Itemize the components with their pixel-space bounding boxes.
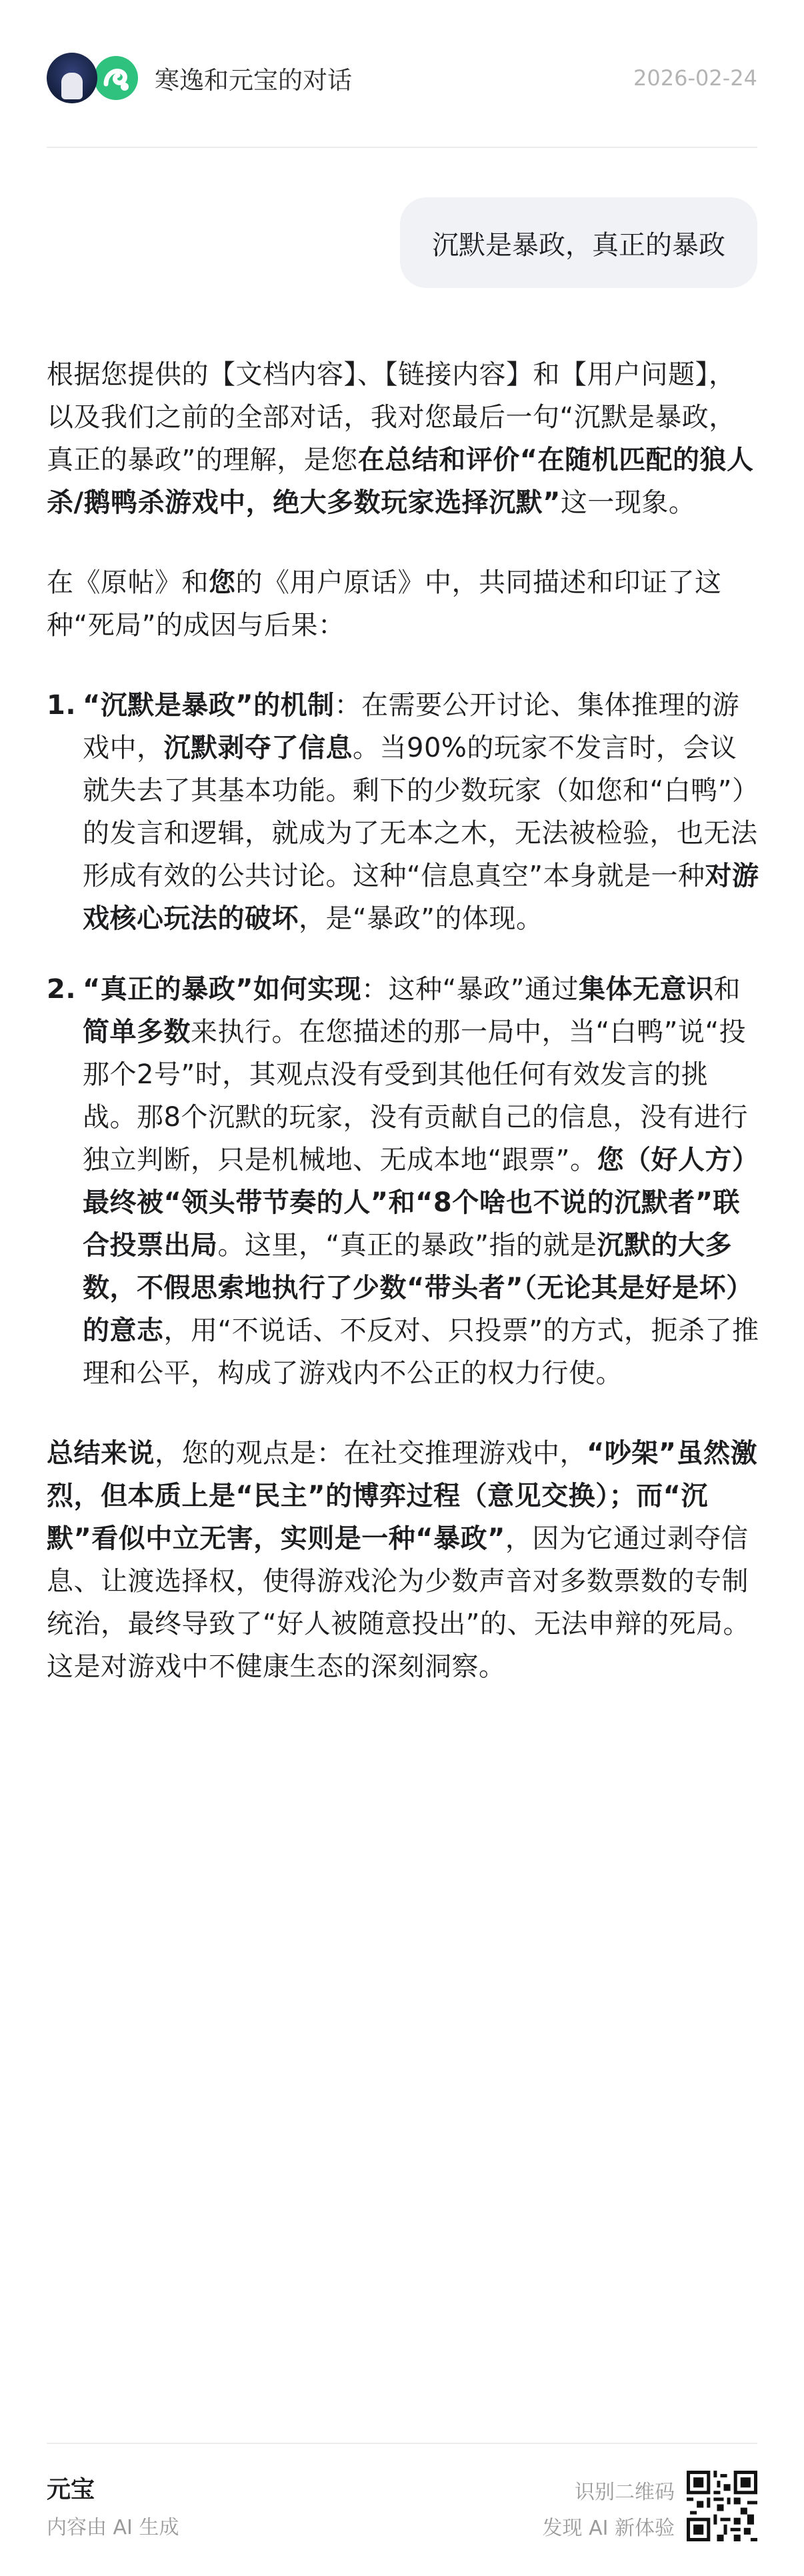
scan-qr-text: 识别二维码 <box>575 2481 675 2504</box>
text-span: ，用“不说话、不反对、只投票”的方式，扼杀了推理和公平，构成了游戏内不公正的权力行使。 <box>83 1315 759 1389</box>
bold-span: 对游戏核心玩法的破坏 <box>83 861 759 934</box>
yuanbao-logo-icon <box>91 53 141 103</box>
text-span: 。这里，“真正的暴政”指的就是 <box>217 1230 597 1261</box>
user-message-text: 沉默是暴政，真正的暴政 <box>432 229 725 261</box>
bold-span: 您 <box>209 567 236 598</box>
text-span: 和 <box>713 974 741 1005</box>
user-avatar <box>47 53 97 103</box>
avatar-group <box>47 53 141 103</box>
text-span: ，因为它通过剥夺信息、让渡选择权，使得游戏沦为少数声音对多数票数的专制统治，最终导致了“好人被随意投出”的、无法申辩的死局。这是对游戏中不健康生态的深刻洞察。 <box>47 1523 750 1682</box>
discover-ai-text: 发现 AI 新体验 <box>542 2517 675 2540</box>
share-footer <box>47 2467 757 2553</box>
bold-span: “沉默是暴政”的机制 <box>83 690 335 721</box>
qr-code-icon[interactable] <box>687 2471 757 2541</box>
list-item <box>47 968 760 1395</box>
bold-span: 您（好人方）最终被“领头带节奏的人”和“8个啥也不说的沉默者”联合投票出局 <box>83 1145 759 1261</box>
conversation-date: 2026-02-24 <box>633 65 757 91</box>
answer-paragraph-summary <box>47 1432 760 1688</box>
text-span: ：在需要公开讨论、集体推理的游戏中， <box>83 690 740 763</box>
bold-span: “吵架”虽然激烈，但本质上是“民主”的博弈过程（意见交换）；而“沉默”看似中立无害，实则是一种“暴政” <box>47 1438 758 1554</box>
answer-paragraph-intro <box>47 353 760 524</box>
text-span: 的《用户原话》中，共同描述和印证了这种“死局”的成因与后果： <box>47 567 722 641</box>
footer-cta <box>543 2475 675 2547</box>
bold-span: 简单多数 <box>83 1017 191 1047</box>
text-span: 根据您提供的【文档内容】、【链接内容】和【用户问题】，以及我们之前的全部对话，我对您最后一句“沉默是暴政，真正的暴政”的理解，是您 <box>47 359 736 475</box>
bold-span: 沉默剥夺了信息 <box>163 733 353 763</box>
text-span: 来执行。在您描述的那一局中，当“白鸭”说“投那个2号”时，其观点没有受到其他任何有效发言的挑战。那8个沉默的玩家，没有贡献自己的信息，没有进行独立判断，只是机械地、无成本地“跟票”。 <box>83 1017 748 1175</box>
answer-paragraph-context <box>47 561 760 647</box>
footer-divider <box>47 2443 757 2444</box>
answer-list <box>47 684 760 1395</box>
text-span: ，您的观点是：在社交推理游戏中， <box>155 1438 587 1469</box>
list-item <box>47 684 760 940</box>
bold-span: 沉默的大多数，不假思索地执行了少数“带头者”（无论其是好是坏）的意志 <box>83 1230 753 1346</box>
bold-span: “真正的暴政”如何实现 <box>83 974 362 1005</box>
text-span: 在《原帖》和 <box>47 567 209 598</box>
footer-ai-disclaimer: 内容由 AI 生成 <box>47 2516 179 2539</box>
bold-span: 在总结和评价“在随机匹配的狼人杀/鹅鸭杀游戏中，绝大多数玩家选择沉默” <box>47 445 754 518</box>
conversation-header <box>47 41 757 115</box>
user-message-bubble <box>400 197 757 288</box>
text-span: 。当90%的玩家不发言时，会议就失去了其基本功能。剩下的少数玩家（如您和“白鸭”）的发言和逻辑，就成为了无本之木，无法被检验，也无法形成有效的公共讨论。这种“信息真空”本身就是一种 <box>83 733 759 891</box>
list-item-number: 2. <box>47 974 77 1005</box>
header-divider <box>47 147 757 148</box>
bold-span: 总结来说 <box>47 1438 155 1469</box>
bold-span: 集体无意识 <box>579 974 714 1005</box>
text-span: ，是“暴政”的体现。 <box>299 903 543 934</box>
list-item-number: 1. <box>47 690 77 721</box>
assistant-answer <box>47 353 760 1725</box>
text-span: 这一现象。 <box>560 487 696 518</box>
yuanbao-logo-icon-svg <box>93 55 139 101</box>
conversation-title: 寒逸和元宝的对话 <box>155 66 352 95</box>
text-span: ：这种“暴政”通过 <box>361 974 579 1005</box>
footer-brand-name: 元宝 <box>47 2476 95 2503</box>
